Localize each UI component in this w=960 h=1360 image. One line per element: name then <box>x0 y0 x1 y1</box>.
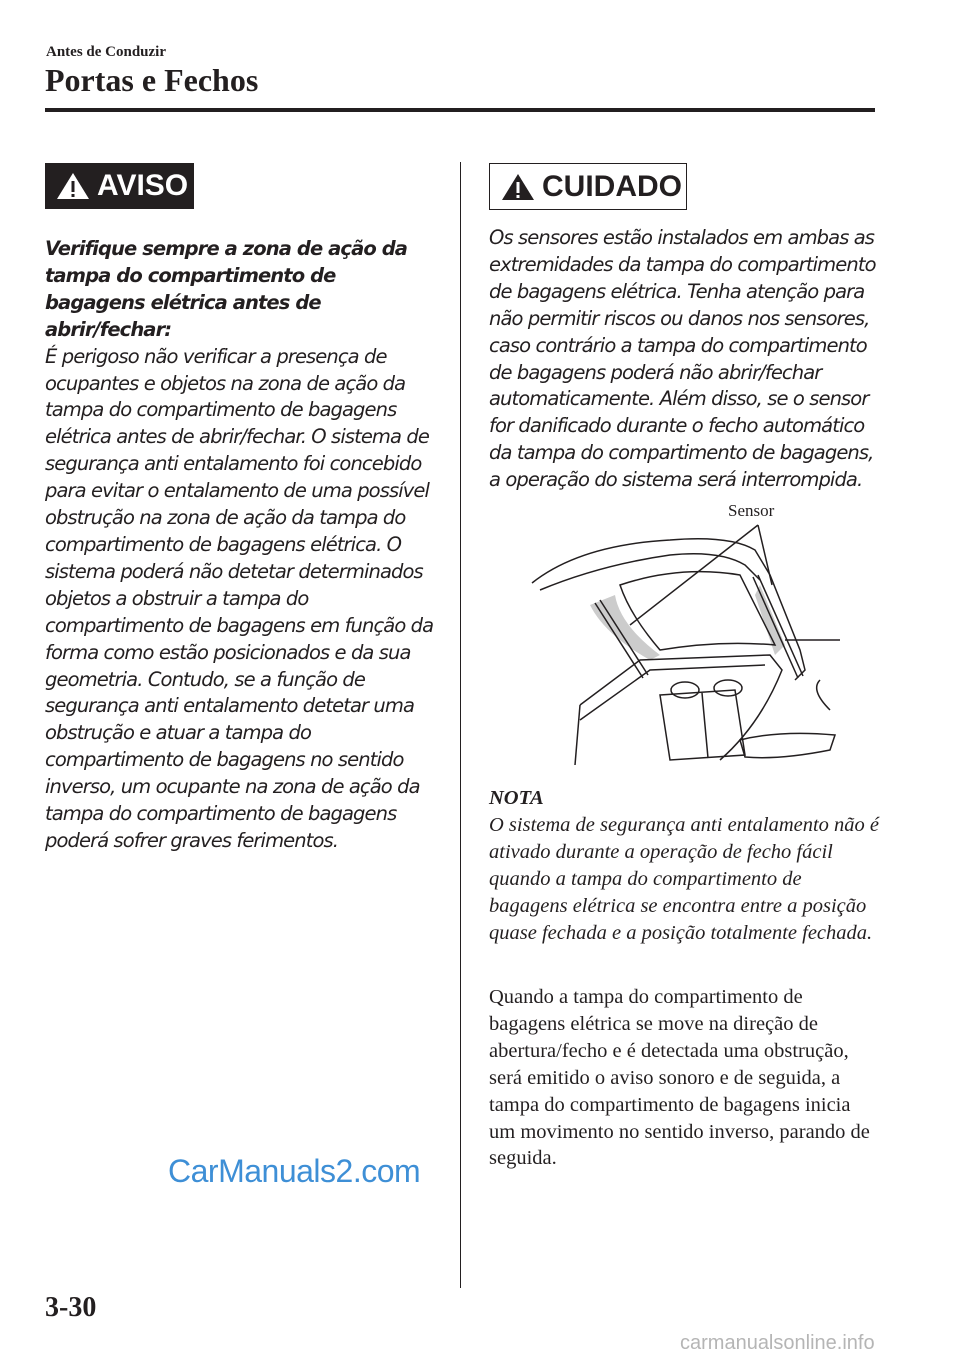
watermark: CarManuals2.com <box>168 1153 421 1189</box>
warning-label: AVISO <box>97 169 189 202</box>
sensor-callout: Sensor <box>728 501 775 520</box>
warning-badge <box>45 163 194 209</box>
note-text: O sistema de segurança anti entalamento não é ativado durante a operação de fecho fácil quando a tampa do compartimento de bagagens elétrica se encontra entre a posição quase fechada e a posição totalmente fechada. <box>489 813 880 944</box>
warning-triangle-icon <box>55 171 91 201</box>
note-block <box>489 785 881 946</box>
site-watermark: carmanualsonline.info <box>680 1332 875 1354</box>
page-number: 3-30 <box>45 1292 97 1323</box>
caution-badge <box>489 163 687 210</box>
note-heading: NOTA <box>489 787 544 809</box>
warning-body: É perigoso não verificar a presença de ocupantes e objetos na zona de ação da tampa do compartimento de bagagens elétrica antes de abrir/fechar. O sistema de segurança anti entalamento foi concebido para evitar o entalamento de uma possível obstrução na zona de ação da tampa do compartimento de bagagens elétrica. O sistema poderá não detetar determinados objetos a obstruir a tampa do compartimento de bagagens em função da forma como estão posicionados e da sua geometria. Contudo, se a função de segurança anti entalamento detetar uma obstrução e atuar a tampa do compartimento de bagagens no sentido inverso, um ocupante na zona de ação da tampa do compartimento de bagagens poderá sofrer graves ferimentos. <box>45 344 434 852</box>
header-rule <box>45 108 875 112</box>
warning-triangle-icon <box>500 172 536 202</box>
liftgate-sensor-illustration <box>520 495 850 770</box>
body-paragraph: Quando a tampa do compartimento de bagagens elétrica se move na direção de abertura/fecho e é detectada uma obstrução, será emitido o aviso sonoro e de seguida, a tampa do compartimento de bagagens inicia um movimento no sentido inverso, parando de seguida. <box>489 986 870 1170</box>
column-divider <box>460 162 461 1288</box>
warning-text <box>45 236 437 855</box>
warning-heading: Verifique sempre a zona de ação da tampa do compartimento de bagagens elétrica antes de abrir/fechar: <box>45 237 408 341</box>
caution-text: Os sensores estão instalados em ambas as extremidades da tampa do compartimento de bagagens elétrica. Tenha atenção para não permitir riscos ou danos nos sensores, caso contrário a tampa do compartimento de bagagens poderá não abrir/fechar automaticamente. Além disso, se o sensor for danificado durante o fecho automático da tampa do compartimento de bagagens, a operação do sistema será interrompida. <box>489 226 876 492</box>
caution-label: CUIDADO <box>542 169 682 203</box>
page-title: Portas e Fechos <box>45 62 259 98</box>
section-label: Antes de Conduzir <box>46 44 167 60</box>
